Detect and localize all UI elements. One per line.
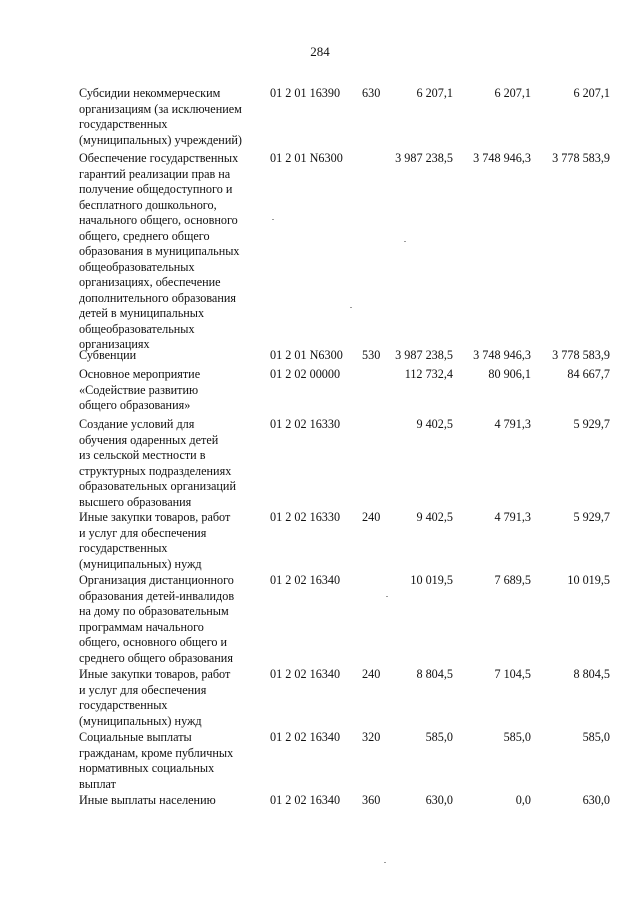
scan-speck [384, 862, 386, 863]
scan-speck [386, 596, 388, 597]
row-amount-2: 4 791,3 [494, 417, 531, 431]
row-amount-2: 3 748 946,3 [473, 151, 531, 165]
row-amount-1: 9 402,5 [416, 417, 453, 431]
row-amount-1: 630,0 [425, 793, 453, 807]
page-number: 284 [310, 44, 330, 59]
row-amount-1: 3 987 238,5 [395, 348, 453, 362]
row-amount-2: 80 906,1 [488, 367, 531, 381]
row-amount-3: 84 667,7 [567, 367, 610, 381]
row-amount-2: 4 791,3 [494, 510, 531, 524]
row-expense-type: 320 [362, 730, 381, 744]
row-expense-type: 240 [362, 510, 381, 524]
row-code: 01 2 01 16390 [270, 86, 341, 100]
row-amount-1: 3 987 238,5 [395, 151, 453, 165]
row-amount-2: 3 748 946,3 [473, 348, 531, 362]
row-expense-type: 360 [362, 793, 381, 807]
row-expense-type: 530 [362, 348, 381, 362]
row-description: Иные закупки товаров, работ и услуг для обеспечения государственных (муниципальных) нужд [79, 667, 231, 728]
row-code: 01 2 02 16340 [270, 573, 341, 587]
scan-speck [404, 241, 406, 242]
row-amount-1: 585,0 [425, 730, 453, 744]
row-code: 01 2 02 16330 [270, 417, 341, 431]
row-description: Субсидии некоммерческим организациям (за исключением государственных (муниципальных) учреждений) [79, 86, 242, 147]
row-amount-3: 5 929,7 [573, 417, 610, 431]
row-amount-2: 7 689,5 [494, 573, 531, 587]
row-code: 01 2 01 N6300 [270, 348, 343, 362]
row-description: Социальные выплаты гражданам, кроме публичных нормативных социальных выплат [79, 730, 234, 791]
row-amount-2: 585,0 [503, 730, 531, 744]
row-code: 01 2 02 16340 [270, 667, 341, 681]
scan-speck [350, 307, 352, 308]
row-amount-3: 8 804,5 [573, 667, 610, 681]
row-description: Субвенции [79, 348, 137, 362]
row-amount-1: 6 207,1 [416, 86, 453, 100]
row-description: Иные закупки товаров, работ и услуг для обеспечения государственных (муниципальных) нужд [79, 510, 231, 571]
row-amount-3: 5 929,7 [573, 510, 610, 524]
row-code: 01 2 02 16340 [270, 793, 341, 807]
row-amount-3: 3 778 583,9 [552, 151, 610, 165]
row-code: 01 2 02 16340 [270, 730, 341, 744]
row-amount-3: 3 778 583,9 [552, 348, 610, 362]
row-description: Обеспечение государственных гарантий реализации прав на получение общедоступного и бесплатного дошкольного, начального общего, основного общего, среднего общего образования в муниципальных общеобразовательных организациях, обеспечение дополнительного образования детей в муниципальных общеобразовательных организациях [79, 151, 240, 351]
row-code: 01 2 02 16330 [270, 510, 341, 524]
row-code: 01 2 02 00000 [270, 367, 341, 381]
row-expense-type: 240 [362, 667, 381, 681]
row-description: Основное мероприятие «Содействие развитию общего образования» [79, 367, 201, 412]
row-amount-1: 112 732,4 [404, 367, 453, 381]
row-amount-2: 0,0 [515, 793, 531, 807]
row-amount-3: 6 207,1 [573, 86, 610, 100]
row-description: Организация дистанционного образования детей-инвалидов на дому по образовательным программам начального общего, основного общего и среднего общего образования [79, 573, 235, 665]
row-amount-1: 10 019,5 [410, 573, 453, 587]
row-expense-type: 630 [362, 86, 381, 100]
scan-speck [272, 219, 274, 220]
row-amount-3: 10 019,5 [567, 573, 610, 587]
row-code: 01 2 01 N6300 [270, 151, 343, 165]
row-amount-2: 7 104,5 [494, 667, 531, 681]
row-amount-3: 630,0 [582, 793, 610, 807]
row-amount-1: 8 804,5 [416, 667, 453, 681]
row-amount-2: 6 207,1 [494, 86, 531, 100]
row-amount-1: 9 402,5 [416, 510, 453, 524]
row-amount-3: 585,0 [582, 730, 610, 744]
row-description: Создание условий для обучения одаренных детей из сельской местности в структурных подразделениях образовательных организаций высшего образования [79, 417, 236, 509]
row-description: Иные выплаты населению [79, 793, 216, 807]
